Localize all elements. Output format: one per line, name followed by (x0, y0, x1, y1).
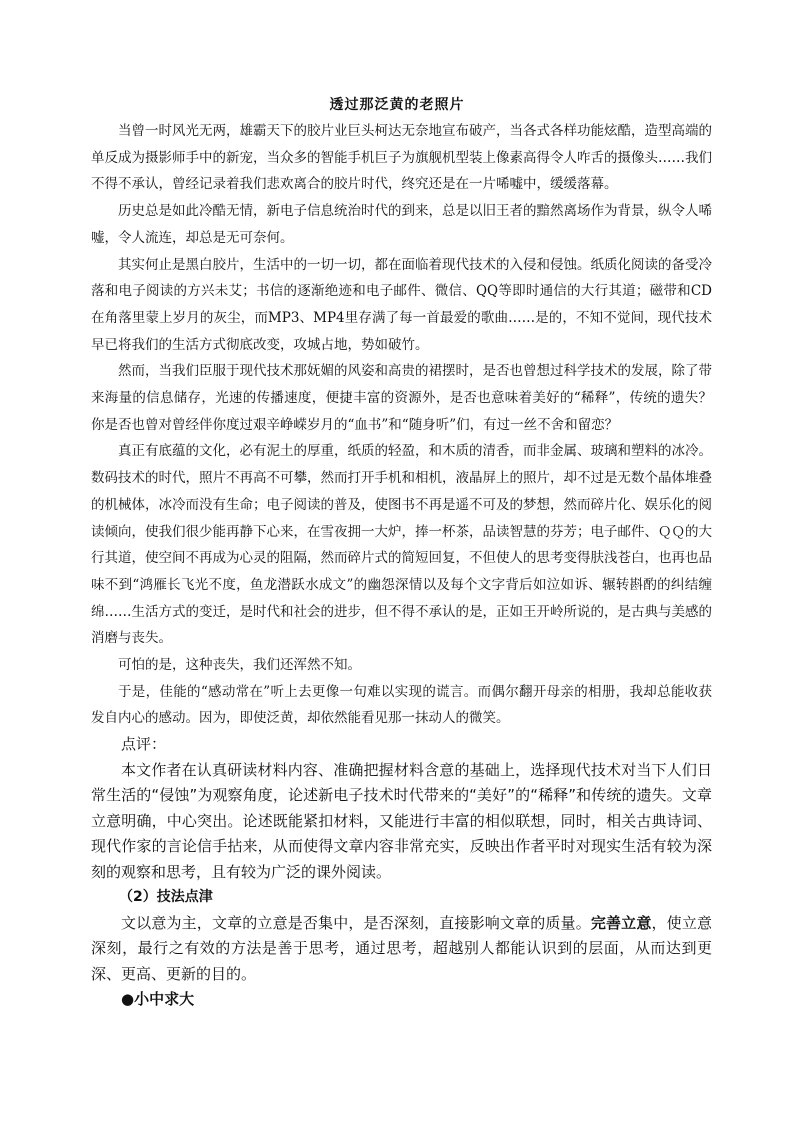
commentary-section (91, 732, 712, 1013)
technique-paragraph (91, 911, 712, 988)
technique-text-start: 文以意为主，文章的立意是否集中，是否深刻，直接影响文章的质量。 (121, 913, 591, 932)
essay-paragraph: 其实何止是黑白胶片，生活中的一切一切，都在面临着现代技术的入侵和侵蚀。纸质化阅读的备受冷落和电子阅读的方兴未艾；书信的逐渐绝迹和电子邮件、微信、QQ等即时通信的大行其道；磁带和CD在角落里蒙上岁月的灰尘，而MP3、MP4里存满了每一首最爱的歌曲……是的，不知不觉间，现代技术早已将我们的生活方式彻底改变，攻城占地，势如破竹。 (91, 256, 712, 353)
commentary-text: 本文作者在认真研读材料内容、准确把握材料含意的基础上，选择现代技术对当下人们日常生活的“侵蚀”为观察角度，论述新电子技术时代带来的“美好”的“稀释”和传统的遗失。文章立意明确，中心突出。论述既能紧扣材料，又能进行丰富的相似联想，同时，相关古典诗词、现代作家的言论信手拈来，从而使得文章内容非常充实，反映出作者平时对现实生活有较为深刻的观察和思考，且有较为广泛的课外阅读。 (91, 760, 712, 881)
essay-paragraph: 真正有底蕴的文化，必有泥土的厚重，纸质的轻盈，和木质的清香，而非金属、玻璃和塑料的冰冷。数码技术的时代，照片不再高不可攀，然而打开手机和相机，液晶屏上的照片，却不过是无数个晶体堆叠的机械体，冰冷而没有生命；电子阅读的普及，使图书不再是遥不可及的梦想，然而碎片化、娱乐化的阅读倾向，使我们很少能再静下心来，在雪夜拥一大炉，捧一杯茶，品读智慧的芬芳；电子邮件、ＱＱ的大行其道，使空间不再成为心灵的阻隔，然而碎片式的简短回复，不但使人的思考变得肤浅苍白，也再也品味不到“鸿雁长飞光不度，鱼龙潜跃水成文”的幽怨深情以及每个文字背后如泣如诉、辗转斟酌的纠结缠绵……生活方式的变迁，是时代和社会的进步，但不得不承认的是，正如王开岭所说的，是古典与美感的消磨与丧失。 (91, 443, 712, 647)
technique-bold-phrase: 完善立意 (590, 913, 652, 932)
technique-heading: （2）技法点津 (119, 889, 213, 905)
bullet-heading: ●小中求大 (121, 990, 195, 1008)
essay-paragraph: 历史总是如此冷酷无情，新电子信息统治时代的到来，总是以旧王者的黯然离场作为背景，纵令人唏嘘，令人流连，却总是无可奈何。 (91, 203, 712, 246)
essay-paragraph: 当曾一时风光无两，雄霸天下的胶片业巨头柯达无奈地宣布破产，当各式各样功能炫酷，造型高端的单反成为摄影师手中的新宠，当众多的智能手机巨子为旗舰机型装上像素高得令人咋舌的摄像头……我们不得不承认，曾经记录着我们悲欢离合的胶片时代，终究还是在一片唏嘘中，缓缓落幕。 (91, 123, 712, 193)
essay-body (91, 118, 712, 732)
technique-text-end: ，使立意深刻，最行之有效的方法是善于思考，通过思考，超越别人都能认识到的层面，从而达到更深、更高、更新的目的。 (91, 913, 712, 983)
essay-title: 透过那泛黄的老照片 (329, 97, 465, 113)
commentary-label: 点评： (121, 735, 167, 753)
essay-paragraph: 可怕的是，这种丧失，我们还浑然不知。 (118, 657, 361, 674)
essay-paragraph: 然而，当我们臣服于现代技术那妩媚的风姿和高贵的裙摆时，是否也曾想过科学技术的发展，除了带来海量的信息储存，光速的传播速度，便捷丰富的资源外，是否也意味着美好的“稀释”，传统的遗失？你是否也曾对曾经伴你度过艰辛峥嵘岁月的“血书”和“随身听”们，有过一丝不舍和留恋？ (91, 363, 712, 433)
essay-paragraph: 于是，佳能的“感动常在”听上去更像一句难以实现的谎言。而偶尔翻开母亲的相册，我却总能收获发自内心的感动。因为，即使泛黄，却依然能看见那一抹动人的微笑。 (91, 683, 712, 727)
